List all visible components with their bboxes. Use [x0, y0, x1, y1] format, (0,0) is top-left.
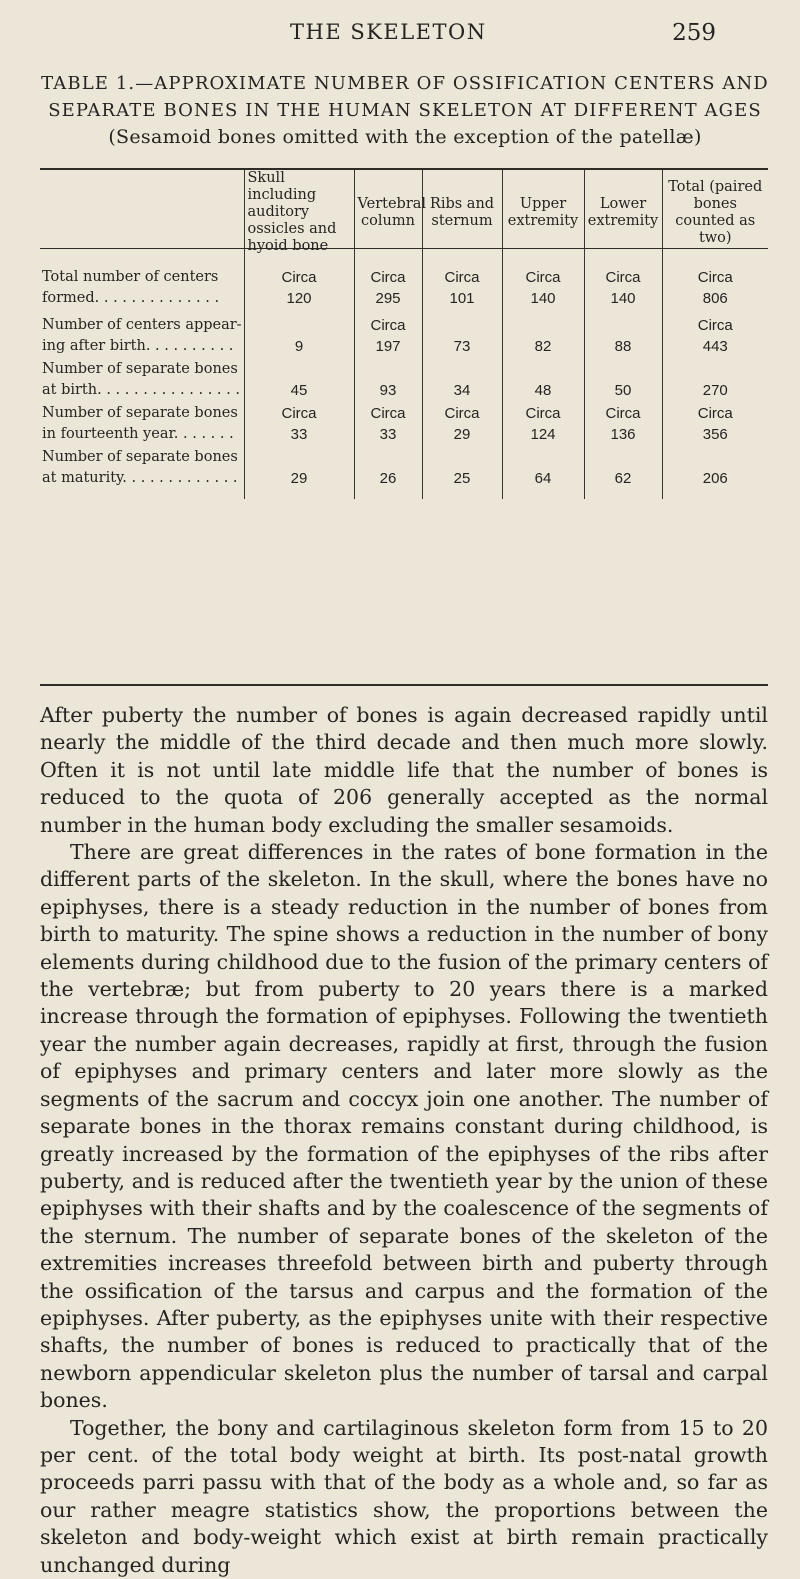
cell-qualifier	[425, 359, 500, 380]
row-label-line: in fourteenth year. . . . . . .	[42, 426, 234, 442]
page-number: 259	[672, 20, 716, 46]
cell-value: 206	[702, 470, 728, 487]
cell-qualifier: Circa	[444, 405, 480, 422]
table-cell	[422, 255, 502, 315]
cell-value: 62	[614, 470, 632, 487]
cell-value: 93	[379, 382, 397, 399]
table-subcaption: (Sesamoid bones omitted with the exception of the patellæ)	[108, 126, 702, 148]
body-paragraph: After puberty the number of bones is again decreased rapidly until nearly the middle of the third decade and then much more slowly. Often it is not until late middle life that the number of bones is reduced to the quota of 206 generally accepted as the normal number in the human body excluding the smaller sesamoids.	[40, 703, 768, 837]
table-cell	[502, 315, 584, 359]
table-body	[40, 255, 768, 499]
body-paragraph: Together, the bony and cartilaginous skeleton form from 15 to 20 per cent. of the total body weight at birth. Its post-natal growth proceeds parri passu with that of the body as a whole and, so far as our rather meagre statistics show, the proportions between the skeleton and body-weight which exist at birth remain practically unchanged during	[40, 1415, 768, 1577]
cell-value: 33	[379, 426, 397, 443]
table-row	[40, 447, 768, 499]
cell-qualifier: Circa	[444, 269, 480, 286]
cell-qualifier	[587, 447, 660, 468]
table-row	[40, 255, 768, 315]
cell-value: 64	[534, 470, 552, 487]
cell-value: 33	[290, 426, 308, 443]
table-cell	[422, 359, 502, 403]
table-cell	[244, 447, 354, 499]
cell-qualifier	[587, 359, 660, 380]
table-cell	[584, 447, 662, 499]
table-cell	[662, 403, 768, 447]
cell-qualifier: Circa	[370, 269, 406, 286]
row-label	[40, 255, 244, 315]
cell-qualifier	[505, 359, 582, 380]
table-row	[40, 315, 768, 359]
row-label-line: Number of separate bones	[42, 361, 238, 377]
table-cell	[584, 255, 662, 315]
cell-qualifier: Circa	[697, 269, 733, 286]
cell-qualifier: Circa	[281, 405, 317, 422]
cell-value: 34	[453, 382, 471, 399]
cell-qualifier: Circa	[525, 405, 561, 422]
cell-qualifier: Circa	[370, 317, 406, 334]
row-label-line: Total number of centers	[42, 269, 219, 285]
row-label-line: ing after birth. . . . . . . . . .	[42, 338, 234, 354]
cell-qualifier: Circa	[605, 405, 641, 422]
header-upper: Upper extremity	[502, 170, 584, 255]
table-row	[40, 359, 768, 403]
table-cell	[354, 255, 422, 315]
cell-qualifier	[505, 315, 582, 336]
header-label-cell	[40, 170, 244, 255]
header-vertebral: Vertebral column	[354, 170, 422, 255]
row-label-line: Number of separate bones	[42, 405, 238, 421]
table-cell	[662, 359, 768, 403]
cell-qualifier: Circa	[525, 269, 561, 286]
cell-qualifier: Circa	[370, 405, 406, 422]
cell-value: 82	[534, 338, 552, 355]
table-cell	[662, 315, 768, 359]
header-skull: Skull including auditory ossicles and hyoid bone	[244, 170, 354, 255]
table-cell	[244, 359, 354, 403]
body-paragraph: There are great differences in the rates of bone formation in the different parts of the skeleton. In the skull, where the bones have no epiphyses, there is a steady reduction in the number of bones from birth to maturity. The spine shows a reduction in the number of bony elements during childhood due to the fusion of the primary centers of the vertebræ; but from puberty to 20 years there is a marked increase through the formation of epiphyses. Following the twentieth year the number again decreases, rapidly at first, through the fusion of epiphyses and primary centers and later more slowly as the segments of the sacrum and coccyx join one another. The number of separate bones in the thorax remains constant during childhood, is greatly increased by the formation of the epiphyses of the ribs after puberty, and is reduced after the twentieth year by the union of these epiphyses with their shafts and by the coalescence of the segments of the sternum. The number of separate bones of the skeleton of the extremities increases threefold between birth and puberty through the ossification of the tarsus and carpus and the formation of the epiphyses. After puberty, as the epiphyses unite with their respective shafts, the number of bones is reduced to practically that of the newborn appendicular skeleton plus the number of tarsal and carpal bones.	[40, 840, 768, 1413]
table-cell	[662, 447, 768, 499]
table-cell	[354, 359, 422, 403]
table-bottom-rule	[40, 684, 768, 686]
row-label	[40, 447, 244, 499]
row-label-line: formed. . . . . . . . . . . . . .	[42, 290, 220, 306]
cell-value: 9	[294, 338, 304, 355]
cell-qualifier	[247, 359, 352, 380]
cell-value: 48	[534, 382, 552, 399]
cell-value: 140	[610, 290, 636, 307]
cell-value: 806	[702, 290, 728, 307]
cell-qualifier: Circa	[281, 269, 317, 286]
cell-value: 101	[449, 290, 475, 307]
row-label	[40, 403, 244, 447]
table-cell	[422, 447, 502, 499]
table-cell	[584, 315, 662, 359]
table-cell	[502, 255, 584, 315]
table-caption: TABLE 1.—APPROXIMATE NUMBER OF OSSIFICATION CENTERS AND SEPARATE BONES IN THE HUMAN SKELETON AT DIFFERENT AGES	[41, 73, 769, 121]
cell-qualifier	[425, 447, 500, 468]
row-label-line: at maturity. . . . . . . . . . . . .	[42, 470, 238, 486]
table-cell	[422, 315, 502, 359]
table-cell	[354, 447, 422, 499]
cell-value: 136	[610, 426, 636, 443]
cell-qualifier	[587, 315, 660, 336]
table-cell	[584, 359, 662, 403]
header-lower: Lower extremity	[584, 170, 662, 255]
row-label	[40, 359, 244, 403]
row-label-line: Number of separate bones	[42, 449, 238, 465]
row-label	[40, 315, 244, 359]
cell-value: 45	[290, 382, 308, 399]
cell-value: 443	[702, 338, 728, 355]
cell-qualifier: Circa	[697, 317, 733, 334]
table-cell	[502, 359, 584, 403]
cell-qualifier	[247, 447, 352, 468]
cell-value: 124	[530, 426, 556, 443]
cell-value: 270	[702, 382, 728, 399]
cell-value: 140	[530, 290, 556, 307]
running-title: THE SKELETON	[290, 20, 487, 44]
cell-qualifier	[357, 359, 420, 380]
table-cell	[244, 403, 354, 447]
cell-qualifier: Circa	[697, 405, 733, 422]
cell-value: 29	[453, 426, 471, 443]
table-cell	[244, 315, 354, 359]
row-label-line: at birth. . . . . . . . . . . . . . . .	[42, 382, 240, 398]
table-cell	[244, 255, 354, 315]
table-cell	[662, 255, 768, 315]
table-header-row	[40, 170, 768, 255]
header-ribs: Ribs and sternum	[422, 170, 502, 255]
cell-qualifier	[247, 315, 352, 336]
cell-value: 25	[453, 470, 471, 487]
header-total: Total (paired bones counted as two)	[662, 170, 768, 255]
cell-value: 73	[453, 338, 471, 355]
table-cell	[502, 447, 584, 499]
cell-value: 50	[614, 382, 632, 399]
cell-qualifier	[425, 315, 500, 336]
table-cell	[584, 403, 662, 447]
cell-qualifier	[665, 359, 767, 380]
ossification-table	[40, 170, 768, 499]
cell-value: 295	[375, 290, 401, 307]
cell-value: 26	[379, 470, 397, 487]
table-cell	[502, 403, 584, 447]
cell-qualifier	[505, 447, 582, 468]
cell-value: 88	[614, 338, 632, 355]
table-row	[40, 403, 768, 447]
cell-value: 29	[290, 470, 308, 487]
table-cell	[354, 315, 422, 359]
cell-qualifier	[665, 447, 767, 468]
table-cell	[354, 403, 422, 447]
table-cell	[422, 403, 502, 447]
cell-value: 197	[375, 338, 401, 355]
page-header	[0, 20, 800, 60]
row-label-line: Number of centers appear-	[42, 317, 242, 333]
cell-qualifier	[357, 447, 420, 468]
cell-qualifier: Circa	[605, 269, 641, 286]
cell-value: 356	[702, 426, 728, 443]
cell-value: 120	[286, 290, 312, 307]
body-text	[40, 702, 768, 1579]
